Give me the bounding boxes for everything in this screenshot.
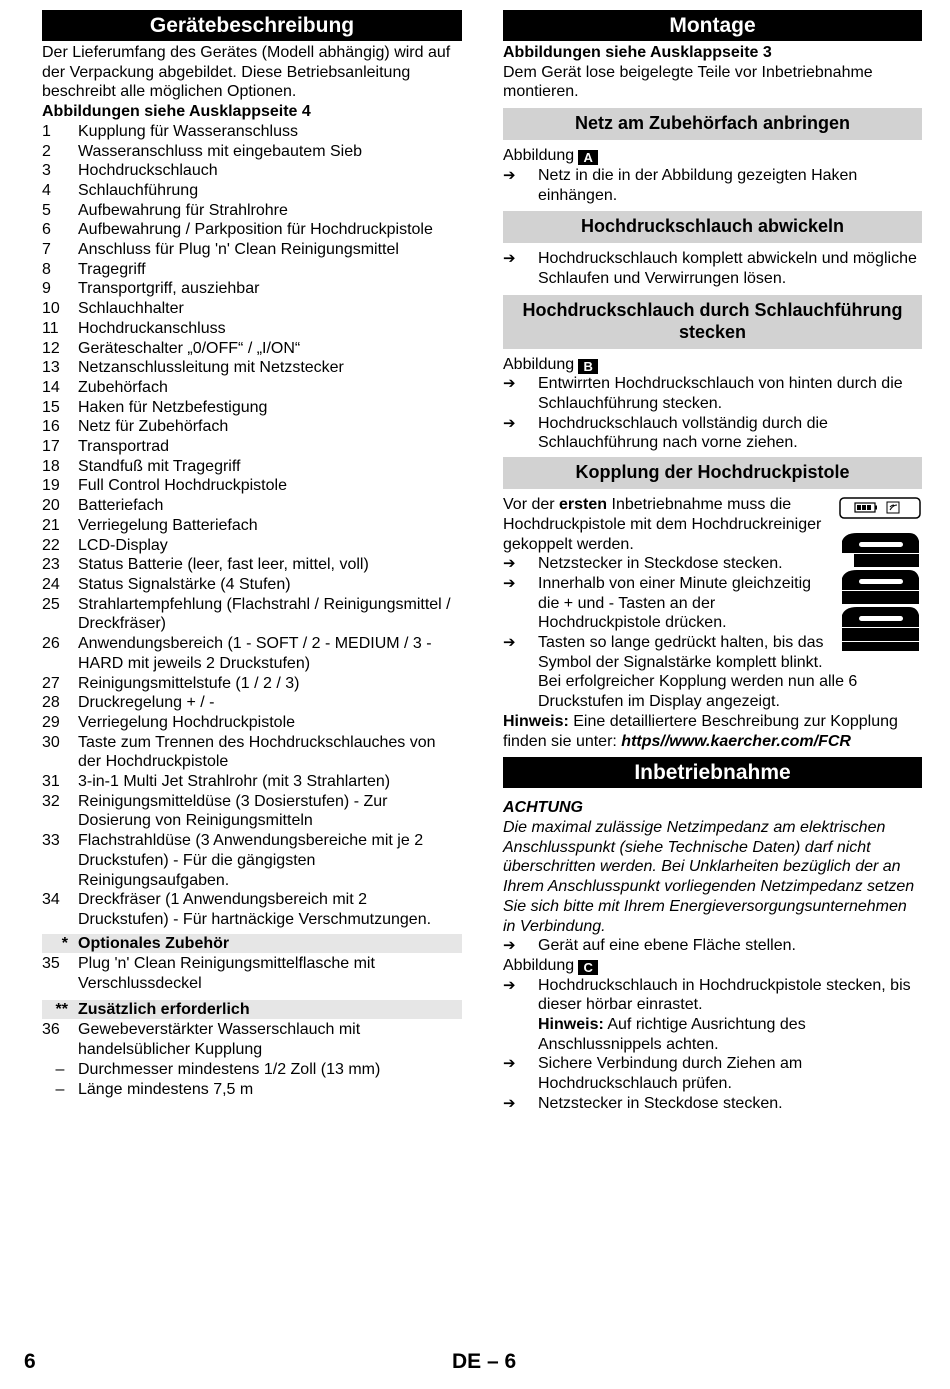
item-number: 14 <box>42 378 60 396</box>
item-number: 2 <box>42 142 51 160</box>
item-number: 6 <box>42 221 51 239</box>
section-title-geraetebeschreibung: Gerätebeschreibung <box>42 10 462 41</box>
figure-label-text: Abbildung <box>503 147 575 165</box>
subsection-title-kopplung: Kopplung der Hochdruckpistole <box>503 457 922 489</box>
montage-figure-reference: Abbildungen siehe Ausklappseite 3 <box>503 44 772 61</box>
item-number: 23 <box>42 556 60 574</box>
left-column <box>42 10 462 1099</box>
list-item <box>42 555 462 575</box>
item-number: 31 <box>42 773 60 791</box>
list-item <box>42 240 462 260</box>
subsection-title-schlauchfuehrung: Hochdruckschlauch durch Schlauchführung stecken <box>503 295 922 349</box>
step-text: Hochdruckschlauch in Hochdruckpistole stecken, bis dieser hörbar einrastet. <box>538 976 911 1014</box>
item-text: Transportrad <box>78 438 169 456</box>
list-item <box>42 260 462 280</box>
list-item <box>42 831 462 890</box>
item-text: Verriegelung Batteriefach <box>78 516 258 534</box>
item-number: 9 <box>42 280 51 298</box>
item-number: 16 <box>42 418 60 436</box>
item-number: 28 <box>42 694 60 712</box>
dash-text: Durchmesser mindestens 1/2 Zoll (13 mm) <box>78 1060 381 1078</box>
item-text: Anschluss für Plug 'n' Clean Reinigungsmittel <box>78 241 399 259</box>
required-marker: ** <box>55 1000 68 1018</box>
parts-list <box>42 122 462 930</box>
required-label: Zusätzlich erforderlich <box>78 1000 250 1018</box>
step <box>503 1094 922 1114</box>
list-item <box>42 674 462 694</box>
list-item <box>42 733 462 772</box>
item-text: Haken für Netzbefestigung <box>78 398 268 416</box>
step <box>503 936 922 956</box>
arrow-icon: ➔ <box>503 250 516 268</box>
arrow-icon: ➔ <box>503 414 516 432</box>
list-item <box>42 634 462 673</box>
item-number: 34 <box>42 891 60 909</box>
item-number: 4 <box>42 181 51 199</box>
item-number: 18 <box>42 457 60 475</box>
dash-item <box>42 1060 462 1080</box>
list-item <box>42 890 462 929</box>
list-item <box>42 220 462 240</box>
step <box>503 374 922 413</box>
item-text: Strahlartempfehlung (Flachstrahl / Reinigungsmittel / Dreckfräser) <box>78 595 451 633</box>
kopplung-block <box>503 495 922 751</box>
list-item <box>42 713 462 733</box>
inbetrieb-hinweis <box>503 1015 922 1054</box>
step-text: Innerhalb von einer Minute gleichzeitig die + und - Tasten an der Hochdruckpistole drücken. <box>538 574 812 632</box>
item-text: Schlauchhalter <box>78 300 184 318</box>
kopplung-result: Bei erfolgreicher Kopplung werden nun alle 6 Druckstufen im Display angezeigt. <box>538 673 858 711</box>
arrow-icon: ➔ <box>503 555 516 573</box>
item-text: 3-in-1 Multi Jet Strahlrohr (mit 3 Strahlarten) <box>78 773 391 791</box>
item-text: Hochdruckschlauch <box>78 162 218 180</box>
warning-text: Die maximal zulässige Netzimpedanz am elektrischen Anschlusspunkt (siehe Technische Daten) darf nicht überschritten werden. Bei Unklarheiten bezüglich der an Ihrem Anschlusspunkt vorliegenden Netzimpedanz setzen Sie sich bitte mit Ihrem Energieversorgungsunternehmen in Verbindung. <box>503 818 915 935</box>
list-item <box>42 516 462 536</box>
remote-level-digit: 3 <box>846 552 853 567</box>
step-text: Gerät auf eine ebene Fläche stellen. <box>538 937 796 955</box>
list-item <box>42 398 462 418</box>
optional-marker: * <box>61 934 68 952</box>
item-number: 32 <box>42 792 60 810</box>
right-column <box>503 10 922 1114</box>
figure-label <box>503 355 922 375</box>
item-text: Zubehörfach <box>78 378 168 396</box>
list-item <box>42 693 462 713</box>
item-number: 3 <box>42 162 51 180</box>
item-text: Standfuß mit Tragegriff <box>78 457 241 475</box>
list-item <box>42 181 462 201</box>
warning-label: ACHTUNG <box>503 799 583 817</box>
figure-badge-c: C <box>578 960 598 975</box>
dash-item <box>42 1080 462 1100</box>
required-header <box>42 1000 462 1020</box>
kopplung-hinweis <box>503 712 922 751</box>
list-item <box>42 299 462 319</box>
item-text: Flachstrahldüse (3 Anwendungsbereiche mit je 2 Druckstufen) - Für die gängigsten Reinigungsaufgaben. <box>78 832 424 889</box>
page-label: DE – 6 <box>452 1350 517 1373</box>
item-text: Transportgriff, ausziehbar <box>78 280 260 298</box>
list-item <box>42 536 462 556</box>
list-item <box>42 772 462 792</box>
item-text: Reinigungsmittelstufe (1 / 2 / 3) <box>78 674 300 692</box>
list-item <box>42 437 462 457</box>
item-number: 24 <box>42 575 60 593</box>
item-text: Tragegriff <box>78 260 146 278</box>
hinweis-url-link[interactable]: https//www.kaercher.com/FCR <box>621 732 851 750</box>
list-item <box>42 339 462 359</box>
item-number: 35 <box>42 955 60 973</box>
item-number: 13 <box>42 359 60 377</box>
item-text: Druckregelung + / - <box>78 694 215 712</box>
dash-marker: – <box>55 1080 65 1098</box>
item-number: 5 <box>42 201 51 219</box>
step-text: Hochdruckschlauch vollständig durch die Schlauchführung nach vorne ziehen. <box>538 414 828 452</box>
section-title-inbetriebnahme: Inbetriebnahme <box>503 757 922 788</box>
figure-reference: Abbildungen siehe Ausklappseite 4 <box>42 103 311 121</box>
list-item <box>42 575 462 595</box>
list-item <box>42 122 462 142</box>
item-number: 15 <box>42 398 60 416</box>
optional-label: Optionales Zubehör <box>78 934 230 952</box>
kopplung-intro-bold: ersten <box>559 496 608 514</box>
list-item <box>42 496 462 516</box>
item-text: Geräteschalter „0/OFF“ / „I/ON“ <box>78 339 301 357</box>
figure-label-text: Abbildung <box>503 956 575 974</box>
item-text: Batteriefach <box>78 497 164 515</box>
item-text: LCD-Display <box>78 536 168 554</box>
item-text: Status Batterie (leer, fast leer, mittel, voll) <box>78 556 369 574</box>
arrow-icon: ➔ <box>503 1094 516 1112</box>
item-number: 22 <box>42 536 60 554</box>
step <box>503 554 828 574</box>
subsection-title-abwickeln: Hochdruckschlauch abwickeln <box>503 211 922 243</box>
page-number: 6 <box>24 1350 36 1373</box>
arrow-icon: ➔ <box>503 574 516 592</box>
item-number: 17 <box>42 438 60 456</box>
figure-badge-b: B <box>578 359 598 374</box>
list-item <box>42 417 462 437</box>
item-number: 25 <box>42 595 60 613</box>
montage-text: Dem Gerät lose beigelegte Teile vor Inbetriebnahme montieren. <box>503 63 873 101</box>
dash-marker: – <box>55 1060 65 1078</box>
step <box>503 166 922 205</box>
list-item <box>42 792 462 831</box>
list-item <box>42 1020 462 1059</box>
kopplung-intro-c: Inbetriebnahme muss die Hochdruckpistole mit dem Hochdruckreiniger gekoppelt werden. <box>503 496 822 553</box>
kopplung-text <box>503 495 828 672</box>
hinweis-label: Hinweis: <box>503 712 569 730</box>
item-text: Kupplung für Wasseranschluss <box>78 122 298 140</box>
item-number: 30 <box>42 733 60 751</box>
item-number: 10 <box>42 300 60 318</box>
intro-paragraph: Der Lieferumfang des Gerätes (Modell abhängig) wird auf der Verpackung abgebildet. Diese Betriebsanleitung beschreibt alle möglichen Optionen. <box>42 44 451 101</box>
list-item <box>42 279 462 299</box>
list-item <box>42 476 462 496</box>
item-number: 26 <box>42 635 60 653</box>
figure-label-text: Abbildung <box>503 355 575 373</box>
item-number: 12 <box>42 339 60 357</box>
step <box>503 249 922 288</box>
optional-accessories-header <box>42 934 462 954</box>
figure-badge-a: A <box>578 150 598 165</box>
item-text: Netzanschlussleitung mit Netzstecker <box>78 359 344 377</box>
display-status-frame <box>840 498 920 518</box>
hinweis-label: Hinweis: <box>538 1016 604 1034</box>
step <box>503 633 828 672</box>
kopplung-intro <box>503 495 828 554</box>
item-text: Netz für Zubehörfach <box>78 418 229 436</box>
item-text: Aufbewahrung / Parkposition für Hochdruckpistole <box>78 221 433 239</box>
remote-display-illustration <box>839 497 921 667</box>
item-text: Gewebeverstärkter Wasserschlauch mit handelsüblicher Kupplung <box>78 1021 361 1059</box>
kopplung-intro-a: Vor der <box>503 496 560 514</box>
figure-label <box>503 956 922 976</box>
list-item <box>42 358 462 378</box>
item-text: Plug 'n' Clean Reinigungsmittelflasche mit Verschlussdeckel <box>78 955 375 993</box>
item-text: Taste zum Trennen des Hochdruckschlauches von der Hochdruckpistole <box>78 733 436 771</box>
item-number: 33 <box>42 832 60 850</box>
step-text: Hochdruckschlauch komplett abwickeln und mögliche Schlaufen und Verwirrungen lösen. <box>538 250 917 287</box>
arrow-icon: ➔ <box>503 375 516 393</box>
step-text: Netzstecker in Steckdose stecken. <box>538 555 783 573</box>
step-text: Netzstecker in Steckdose stecken. <box>538 1094 783 1112</box>
arrow-icon: ➔ <box>503 166 516 184</box>
step-text: Tasten so lange gedrückt halten, bis das Symbol der Signalstärke komplett blinkt. <box>538 634 824 671</box>
list-item <box>42 595 462 634</box>
item-number: 1 <box>42 122 51 140</box>
list-item <box>42 457 462 477</box>
subsection-title-netz: Netz am Zubehörfach anbringen <box>503 108 922 140</box>
item-text: Hochdruckanschluss <box>78 319 226 337</box>
item-number: 7 <box>42 241 51 259</box>
step <box>503 976 922 1015</box>
step-text: Netz in die in der Abbildung gezeigten Haken einhängen. <box>538 166 858 204</box>
step-text: Sichere Verbindung durch Ziehen am Hochdruckschlauch prüfen. <box>538 1055 803 1093</box>
item-number: 11 <box>42 319 59 337</box>
item-number: 19 <box>42 477 60 495</box>
figure-label <box>503 146 922 166</box>
item-text: Wasseranschluss mit eingebautem Sieb <box>78 142 362 160</box>
item-number: 27 <box>42 674 60 692</box>
item-text: Reinigungsmitteldüse (3 Dosierstufen) - Zur Dosierung von Reinigungsmitteln <box>78 792 388 830</box>
arrow-icon: ➔ <box>503 634 516 652</box>
list-item <box>42 142 462 162</box>
arrow-icon: ➔ <box>503 976 516 994</box>
list-item <box>42 161 462 181</box>
item-number: 8 <box>42 260 51 278</box>
item-text: Schlauchführung <box>78 181 199 199</box>
item-number: 21 <box>42 516 60 534</box>
item-number: 29 <box>42 713 60 731</box>
arrow-icon: ➔ <box>503 937 516 955</box>
arrow-icon: ➔ <box>503 1055 516 1073</box>
hinweis-text: Auf richtige Ausrichtung des Anschlussnippels achten. <box>538 1016 806 1053</box>
item-text: Verriegelung Hochdruckpistole <box>78 713 296 731</box>
item-text: Anwendungsbereich (1 - SOFT / 2 - MEDIUM / 3 - HARD mit jeweils 2 Druckstufen) <box>78 635 432 672</box>
list-item <box>42 319 462 339</box>
step-text: Entwirrten Hochdruckschlauch von hinten durch die Schlauchführung stecken. <box>538 375 903 413</box>
item-number: 36 <box>42 1021 60 1039</box>
item-text: Status Signalstärke (4 Stufen) <box>78 575 291 593</box>
step <box>503 574 828 633</box>
item-number: 20 <box>42 497 60 515</box>
list-item <box>42 378 462 398</box>
item-text: Aufbewahrung für Strahlrohre <box>78 201 288 219</box>
list-item <box>42 201 462 221</box>
hinweis-text: Eine detailliertere Beschreibung zur Kopplung finden sie unter: <box>503 712 898 750</box>
section-title-montage: Montage <box>503 10 922 41</box>
item-text: Dreckfräser (1 Anwendungsbereich mit 2 Druckstufen) - Für hartnäckige Verschmutzungen. <box>78 891 432 928</box>
list-item <box>42 954 462 993</box>
item-text: Full Control Hochdruckpistole <box>78 477 287 495</box>
dash-text: Länge mindestens 7,5 m <box>78 1080 254 1098</box>
step <box>503 1054 922 1093</box>
step <box>503 414 922 453</box>
